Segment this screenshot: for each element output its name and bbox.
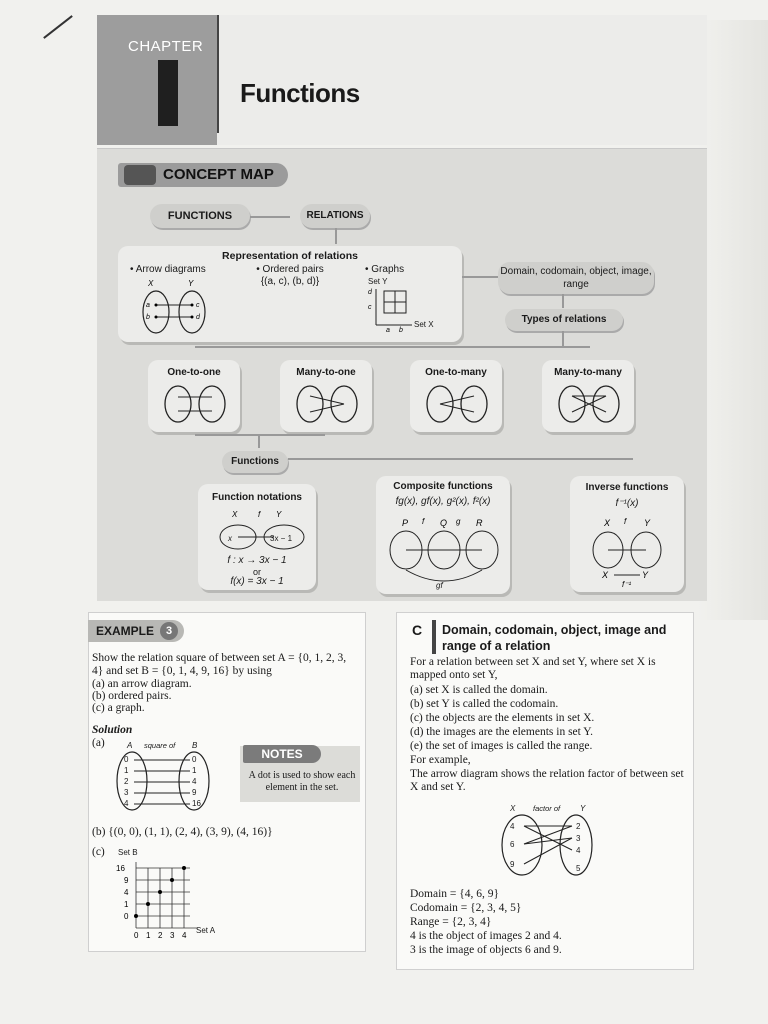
inverse-label: Inverse functions (585, 482, 669, 493)
x-value-2: 9 (510, 860, 515, 869)
chapter-number-glyph (158, 60, 178, 126)
svg-text:X: X (604, 518, 611, 528)
b-value-0: 0 (192, 755, 197, 764)
solution-heading: Solution (92, 724, 133, 736)
solution-b: (b) {(0, 0), (1, 1), (2, 4), (3, 9), (4, 16)} (92, 826, 273, 838)
relations-node: RELATIONS (300, 204, 370, 228)
example-part-a: (a) an arrow diagram. (92, 678, 192, 690)
domain-statement: Domain = {4, 6, 9} (410, 888, 500, 900)
example-part-c: (c) a graph. (92, 702, 145, 714)
graph-x-axis-label: Set A (196, 926, 216, 935)
fn-output-label: 3x − 1 (270, 534, 293, 543)
arrow-to-types (562, 294, 564, 308)
factor-y-label: Y (580, 804, 586, 813)
svg-text:Y: Y (644, 518, 651, 528)
range-statement: Range = {2, 3, 4} (410, 916, 492, 928)
a-value-0: 0 (124, 755, 129, 764)
svg-text:f: f (624, 517, 627, 526)
example-part-b: (b) ordered pairs. (92, 690, 172, 702)
graph-set-y-label: Set Y (368, 277, 388, 286)
svg-text:4: 4 (182, 931, 187, 940)
functions-node: FUNCTIONS (150, 204, 250, 228)
a-value-3: 3 (124, 788, 129, 797)
def-codomain: (b) set Y is called the codomain. (410, 698, 559, 710)
fn-x-label: x (228, 534, 232, 543)
image-statement: 3 is the image of objects 6 and 9. (410, 944, 562, 956)
concept-map-title: CONCEPT MAP (163, 166, 274, 183)
page-edge-shadow (698, 20, 768, 620)
ordered-pairs-label: • Ordered pairs (256, 264, 324, 275)
svg-text:Q: Q (440, 518, 448, 528)
def-images: (d) the images are the elements in set Y. (410, 726, 593, 738)
y-value-3: 5 (576, 864, 581, 873)
svg-text:0: 0 (124, 912, 129, 921)
svg-text:P: P (402, 518, 409, 528)
svg-text:f: f (422, 517, 425, 526)
b-value-4: 16 (192, 799, 201, 808)
svg-text:R: R (476, 518, 483, 528)
arrow-functions-relations (250, 216, 290, 218)
function-notation-label: Function notations (212, 492, 302, 503)
section-c-intro: For a relation between set X and set Y, where set X is mapped onto set Y, (410, 656, 656, 681)
svg-text:X: X (602, 570, 609, 580)
object-statement: 4 is the object of images 2 and 4. (410, 930, 562, 942)
composite-notation: fg(x), gf(x), g²(x), f²(x) (395, 496, 491, 507)
many-to-many-diagram (554, 384, 624, 424)
def-objects: (c) the objects are the elements in set X. (410, 712, 595, 724)
a-value-4: 4 (124, 799, 129, 808)
domain-codomain-node: Domain, codomain, object, image, range (498, 262, 654, 294)
svg-text:0: 0 (134, 931, 139, 940)
arrow-diagrams-label: • Arrow diagrams (130, 264, 206, 275)
b-value-2: 4 (192, 777, 197, 786)
factor-of-diagram (492, 812, 604, 878)
y-value-1: 3 (576, 834, 581, 843)
composite-label: Composite functions (393, 481, 493, 492)
for-example: For example, (410, 754, 471, 766)
svg-text:g: g (456, 517, 461, 526)
factor-of-label: factor of (533, 804, 561, 813)
svg-text:Y: Y (642, 570, 649, 580)
fn-or: or (252, 567, 261, 577)
arrow-to-domain (462, 276, 498, 278)
b-value-1: 1 (192, 766, 197, 775)
svg-text:a: a (386, 327, 390, 333)
svg-text:4: 4 (124, 888, 129, 897)
notes-title: NOTES (243, 745, 321, 763)
codomain-statement: Codomain = {2, 3, 4, 5} (410, 902, 522, 914)
factor-of-intro: The arrow diagram shows the relation factor of between set X and set Y. (410, 768, 684, 793)
functions-branch-line (288, 458, 633, 460)
svg-text:9: 9 (124, 876, 129, 885)
many-to-one-diagram (292, 384, 362, 424)
svg-text:f⁻¹: f⁻¹ (622, 580, 632, 589)
composite-gf-label: gf (436, 581, 443, 590)
svg-text:Y: Y (276, 510, 282, 519)
many-to-one-label: Many-to-one (296, 367, 356, 378)
svg-text:1: 1 (146, 931, 151, 940)
one-to-many-diagram (422, 384, 492, 424)
chapter-title: Functions (240, 78, 360, 108)
example-question: Show the relation square of between set A = {0, 1, 2, 3, 4} and set B = {0, 1, 4, 9, 16} by using (92, 652, 347, 677)
one-to-many-label: One-to-many (425, 367, 487, 378)
types-of-relations-node: Types of relations (505, 309, 623, 331)
svg-text:16: 16 (116, 864, 125, 873)
svg-text:X: X (148, 279, 154, 288)
b-value-3: 9 (192, 788, 197, 797)
svg-text:a: a (146, 302, 150, 309)
solution-a-label: (a) (92, 737, 105, 749)
x-value-0: 4 (510, 822, 515, 831)
graphs-label: • Graphs (365, 264, 405, 275)
section-c-bar (432, 620, 436, 654)
types-down-line (562, 331, 564, 346)
svg-text:b: b (146, 314, 150, 321)
one-to-one-diagram (160, 384, 230, 424)
svg-text:X: X (232, 510, 238, 519)
svg-text:1: 1 (124, 900, 129, 909)
representation-title: Representation of relations (222, 250, 358, 262)
set-b-label: B (192, 741, 198, 750)
def-domain: (a) set X is called the domain. (410, 684, 548, 696)
arrow-diagram-figure (136, 278, 226, 336)
svg-text:d: d (196, 314, 200, 321)
graph-figure (366, 285, 414, 333)
notes-text: A dot is used to show each element in the set. (248, 770, 356, 793)
def-range: (e) the set of images is called the range. (410, 740, 593, 752)
arrow-to-functions (258, 434, 260, 448)
inverse-diagram (586, 514, 672, 590)
pen-icon (124, 165, 156, 185)
arrow-relations-down (335, 228, 337, 244)
inverse-notation: f⁻¹(x) (615, 498, 639, 509)
composite-diagram (384, 514, 504, 590)
chapter-strip (97, 15, 217, 145)
svg-text:Y: Y (188, 279, 194, 288)
solution-c-label: (c) (92, 846, 105, 858)
graph-set-x-label: Set X (414, 320, 434, 329)
svg-text:2: 2 (158, 931, 163, 940)
many-to-many-label: Many-to-many (554, 367, 622, 378)
section-c-heading: Domain, codomain, object, image and range of a relation (442, 623, 667, 653)
factor-x-label: X (510, 804, 516, 813)
svg-text:b: b (399, 327, 403, 333)
svg-text:3: 3 (170, 931, 175, 940)
types-branch-line (195, 346, 590, 348)
square-of-label: square of (144, 741, 176, 750)
example-title: EXAMPLE (96, 624, 155, 638)
fn-mapping: f : x → 3x − 1 (227, 555, 287, 566)
square-of-graph (110, 856, 200, 942)
function-notation-diagram (214, 508, 310, 552)
types-join-line (195, 434, 325, 436)
svg-text:c: c (368, 304, 372, 311)
svg-text:c: c (196, 302, 200, 309)
functions-node-2: Functions (222, 451, 288, 473)
ordered-pairs-example: {(a, c), (b, d)} (260, 276, 320, 287)
section-c-letter: C (412, 622, 423, 638)
a-value-2: 2 (124, 777, 129, 786)
svg-text:f: f (258, 510, 261, 519)
example-number: 3 (160, 622, 178, 640)
x-value-1: 6 (510, 840, 515, 849)
graph-y-axis-label: Set B (118, 848, 138, 857)
one-to-one-label: One-to-one (167, 367, 221, 378)
fn-equation: f(x) = 3x − 1 (230, 576, 284, 587)
y-value-2: 4 (576, 846, 581, 855)
set-a-label: A (127, 741, 133, 750)
svg-text:d: d (368, 289, 372, 296)
a-value-1: 1 (124, 766, 129, 775)
chapter-divider (217, 15, 219, 133)
chapter-label: CHAPTER (128, 38, 204, 55)
y-value-0: 2 (576, 822, 581, 831)
